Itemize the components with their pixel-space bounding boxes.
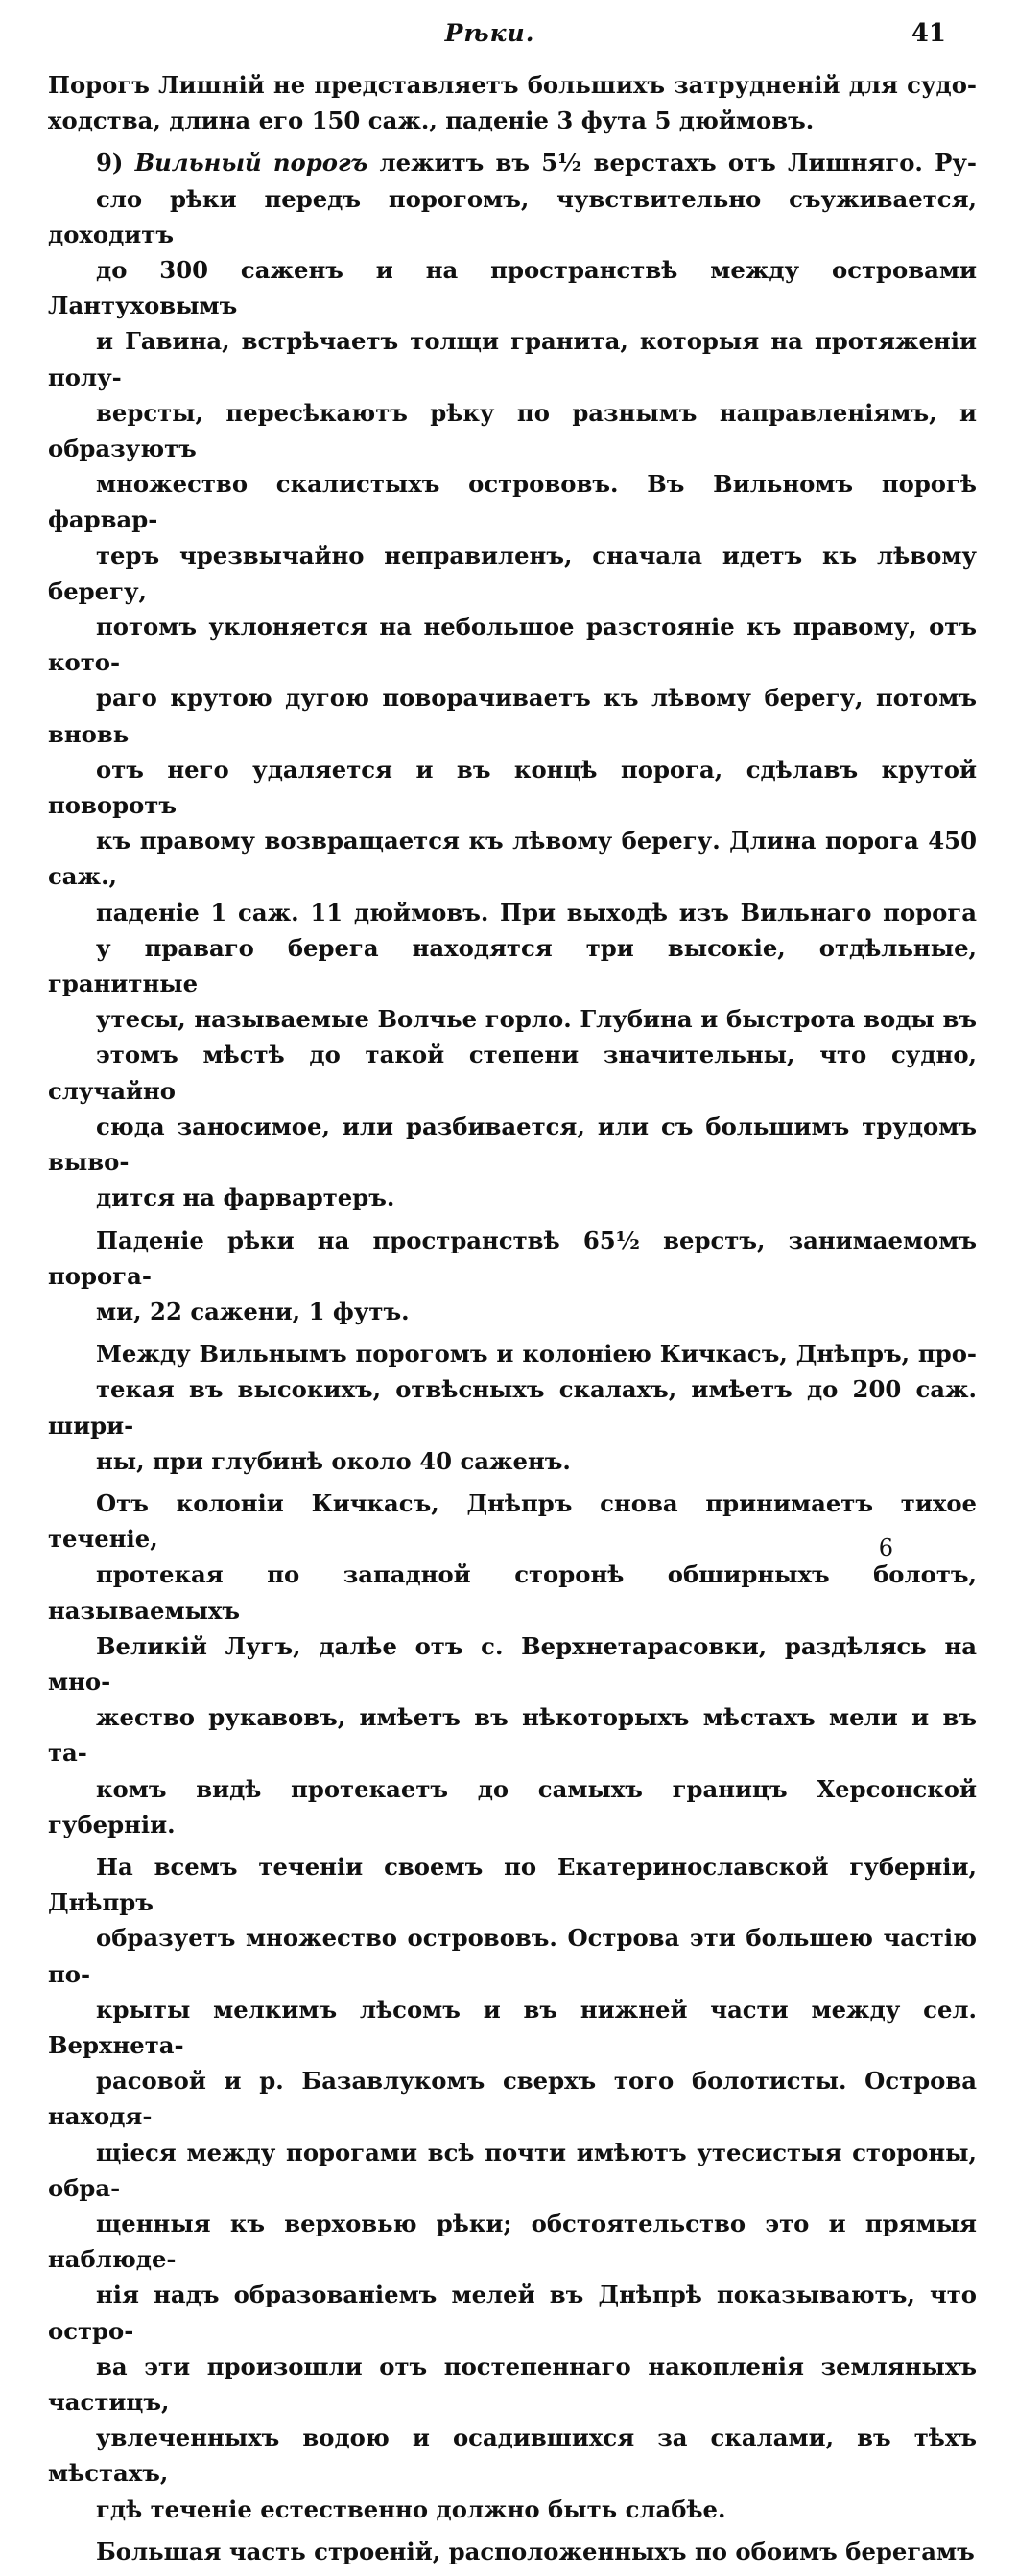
text-line: гдѣ теченіе естественно должно быть слабѣе. [96, 2494, 726, 2523]
text-line: На всемъ теченіи своемъ по Екатеринославской губерніи, Днѣпръ [48, 1852, 977, 1917]
text-line: ходства, длина его 150 саж., паденіе 3 фута 5 дюймовъ. [48, 106, 815, 135]
page-number: 41 [911, 19, 946, 48]
text-line: комъ видѣ протекаетъ до самыхъ границъ Херсонской губерніи. [48, 1774, 977, 1838]
text-line: Порогъ Лишній не представляетъ большихъ затрудненій для судо- [48, 71, 977, 99]
text-line: 9) Вильный порогъ лежитъ въ 5½ верстахъ отъ Лишняго. Ру- [96, 149, 977, 177]
text-line: этомъ мѣстѣ до такой степени значительны, что судно, случайно [48, 1041, 977, 1105]
text-line: множество скалистыхъ острововъ. Въ Вильномъ порогѣ фарвар- [48, 470, 977, 534]
paragraph [48, 1336, 977, 1479]
text-line: до 300 саженъ и на пространствѣ между островами Лантуховымъ [48, 256, 977, 320]
text-line: утесы, называемые Волчье горло. Глубина и быстрота воды въ [96, 1005, 977, 1034]
text-line: теръ чрезвычайно неправиленъ, сначала идетъ къ лѣвому берегу, [48, 541, 977, 605]
text-line: нія надъ образованіемъ мелей въ Днѣпрѣ показываютъ, что остро- [48, 2281, 977, 2345]
text-line: версты, пересѣкаютъ рѣку по разнымъ направленіямъ, и образуютъ [48, 398, 977, 463]
text-line: жество рукавовъ, имѣетъ въ нѣкоторыхъ мѣстахъ мели и въ та- [48, 1703, 977, 1768]
text-line: ва эти произошли отъ постепеннаго накопленія земляныхъ частицъ, [48, 2352, 977, 2416]
text-line: паденіе 1 саж. 11 дюймовъ. При выходѣ изъ Вильнаго порога [96, 898, 977, 926]
text-line: текая въ высокихъ, отвѣсныхъ скалахъ, имѣетъ до 200 саж. шири- [48, 1375, 977, 1440]
text-line: у праваго берега находятся три высокіе, отдѣльные, гранитные [48, 933, 977, 998]
paragraph [48, 2534, 977, 2569]
text-line: щіеся между порогами всѣ почти имѣютъ утесистыя стороны, обра- [48, 2138, 977, 2202]
text-line: протекая по западной сторонѣ обширныхъ болотъ, называемыхъ [48, 1560, 977, 1625]
running-head [0, 15, 1018, 54]
paragraph [48, 1223, 977, 1330]
text-line: образуетъ множество острововъ. Острова эти большею частію по- [48, 1924, 977, 1988]
body-text [48, 67, 977, 2576]
text-line: ми, 22 сажени, 1 футъ. [96, 1297, 410, 1325]
text-line: увлеченныхъ водою и осадившихся за скалами, въ тѣхъ мѣстахъ, [48, 2424, 977, 2488]
signature-mark: 6 [878, 1534, 893, 1561]
paragraph [48, 67, 977, 138]
text-line: расовой и р. Базавлукомъ сверхъ того болотисты. Острова находя- [48, 2067, 977, 2131]
text-line: Паденіе рѣки на пространствѣ 65½ верстъ, занимаемомъ порога- [48, 1226, 977, 1290]
text-line: Большая часть строеній, расположенныхъ по обоимъ берегамъ [96, 2537, 975, 2565]
text-line: потомъ уклоняется на небольшое разстояніе къ правому, отъ кото- [48, 613, 977, 677]
text-line: сюда заносимое, или разбивается, или съ большимъ трудомъ выво- [48, 1112, 977, 1177]
text-line: Между Вильнымъ порогомъ и колоніею Кичкасъ, Днѣпръ, про- [96, 1340, 977, 1369]
paragraph [48, 145, 977, 1215]
text-line: отъ него удаляется и въ концѣ порога, сдѣлавъ крутой поворотъ [48, 755, 977, 820]
text-line: ны, при глубинѣ около 40 саженъ. [96, 1446, 571, 1475]
running-title: Рѣки. [444, 19, 535, 47]
paragraph [48, 1486, 977, 1842]
text-line: дится на фарвартеръ. [96, 1183, 395, 1212]
text-line: къ правому возвращается къ лѣвому берегу. Длина порога 450 саж., [48, 827, 977, 891]
text-line: и Гавина, встрѣчаетъ толщи гранита, которыя на протяженіи полу- [48, 327, 977, 391]
text-line: Отъ колоніи Кичкасъ, Днѣпръ снова принимаетъ тихое теченіе, [48, 1488, 977, 1554]
text-line: щенныя къ верховью рѣки; обстоятельство это и прямыя наблюде- [48, 2209, 977, 2274]
text-line: крыты мелкимъ лѣсомъ и въ нижней части между сел. Верхнета- [48, 1995, 977, 2059]
text-line: сло рѣки передъ порогомъ, чувствительно съуживается, доходитъ [48, 184, 977, 248]
text-line: Великій Лугъ, далѣе отъ с. Верхнетарасовки, раздѣлясь на мно- [48, 1631, 977, 1696]
text-line: раго крутою дугою поворачиваетъ къ лѣвому берегу, потомъ вновь [48, 684, 977, 748]
italic-term: Вильный порогъ [134, 149, 368, 177]
paragraph [48, 1849, 977, 2527]
